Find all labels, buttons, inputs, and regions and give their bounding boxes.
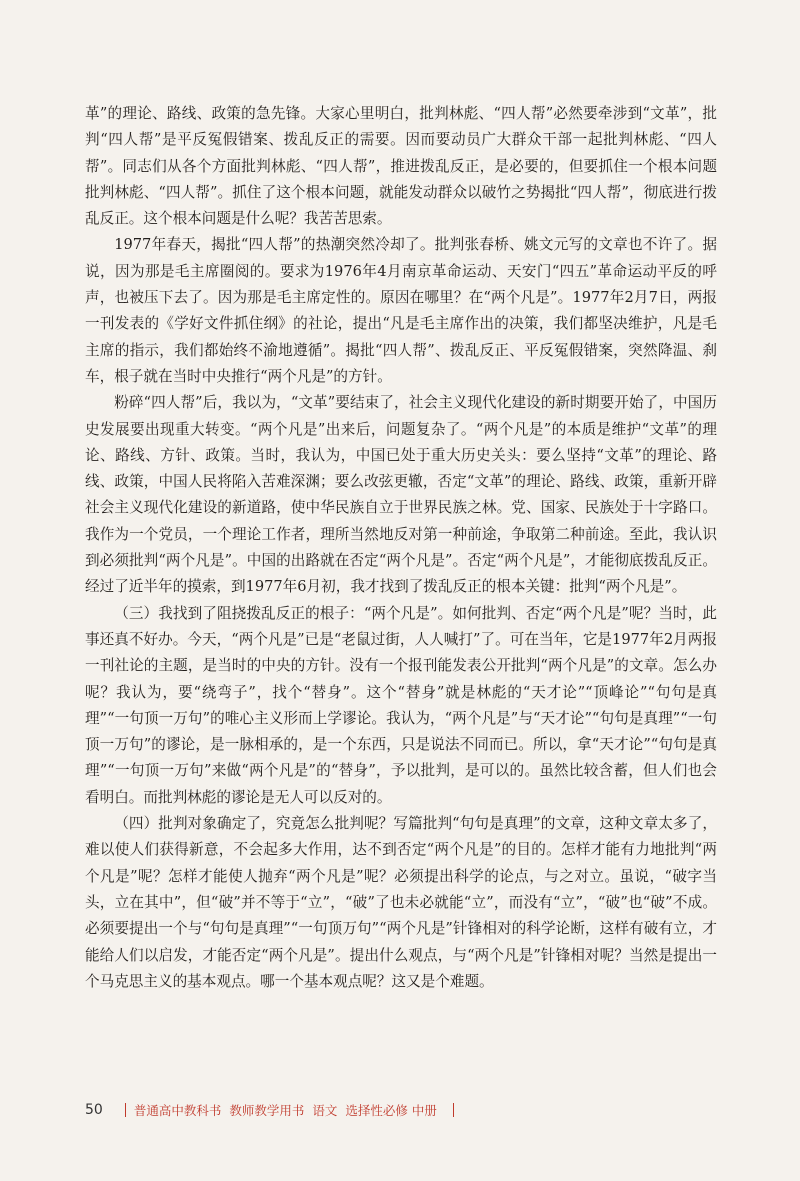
paragraph-3: 粉碎“四人帮”后，我以为，“文革”要结束了，社会主义现代化建设的新时期要开始了，中国历史发展要出现重大转变。“两个凡是”出来后，问题复杂了。“两个凡是”的本质是维护“文革”的理论、路线、方针、政策。当时，我认为，中国已处于重大历史关头：要么坚持“文革”的理论、路线、政策，中国人民将陷入苦难深渊；要么改弦更辙，否定“文革”的理论、路线、政策，重新开辟社会主义现代化建设的新道路，使中华民族自立于世界民族之林。党、国家、民族处于十字路口。我作为一个党员，一个理论工作者，理所当然地反对第一种前途，争取第二种前途。至此，我认识到必须批判“两个凡是”。中国的出路就在否定“两个凡是”。否定“两个凡是”，才能彻底拨乱反正。经过了近半年的摸索，到1977年6月初，我才找到了拨乱反正的根本关键：批判“两个凡是”。 — [85, 394, 717, 596]
subject: 语文 — [312, 1103, 338, 1118]
footer-divider — [125, 1103, 126, 1117]
book-series: 普通高中教科书 — [133, 1103, 222, 1118]
body-text — [85, 101, 717, 995]
volume: 选择性必修 中册 — [345, 1103, 437, 1118]
page-number: 50 — [85, 1102, 103, 1118]
book-type: 教师教学用书 — [229, 1103, 305, 1118]
paragraph-4: （三）我找到了阻挠拨乱反正的根子：“两个凡是”。如何批判、否定“两个凡是”呢？当时，此事还真不好办。今天，“两个凡是”已是“老鼠过街，人人喊打”了。可在当年，它是1977年2月两报一刊社论的主题，是当时的中央的方针。没有一个报刊能发表公开批判“两个凡是”的文章。怎么办呢？我认为，要“绕弯子”，找个“替身”。这个“替身”就是林彪的“天才论”“顶峰论”“句句是真理”“一句顶一万句”的唯心主义形而上学谬论。我认为，“两个凡是”与“天才论”“句句是真理”“一句顶一万句”的谬论，是一脉相承的，是一个东西，只是说法不同而已。所以，拿“天才论”“句句是真理”“一句顶一万句”来做“两个凡是”的“替身”，予以批判，是可以的。虽然比较含蓄，但人们也会看明白。而批判林彪的谬论是无人可以反对的。 — [85, 604, 717, 806]
paragraph-5: （四）批判对象确定了，究竟怎么批判呢？写篇批判“句句是真理”的文章，这种文章太多了，难以使人们获得新意，不会起多大作用，达不到否定“两个凡是”的目的。怎样才能有力地批判“两个凡是”呢？怎样才能使人抛弃“两个凡是”呢？必须提出科学的论点，与之对立。虽说，“破字当头，立在其中”，但“破”并不等于“立”，“破”了也未必就能“立”，而没有“立”，“破”也“破”不成。必须要提出一个与“句句是真理”“一句顶万句”“两个凡是”针锋相对的科学论断，这样有破有立，才能给人们以启发，才能否定“两个凡是”。提出什么观点，与“两个凡是”针锋相对呢？当然是提出一个马克思主义的基本观点。哪一个基本观点呢？这又是个难题。 — [85, 815, 717, 990]
page-footer — [85, 1100, 462, 1120]
footer-divider-end — [453, 1103, 454, 1117]
paragraph-2: 1977年春天，揭批“四人帮”的热潮突然冷却了。批判张春桥、姚文元写的文章也不许了。据说，因为那是毛主席圈阅的。要求为1976年4月南京革命运动、天安门“四五”革命运动平反的呼声，也被压下去了。因为那是毛主席定性的。原因在哪里？在“两个凡是”。1977年2月7日，两报一刊发表的《学好文件抓住纲》的社论，提出“凡是毛主席作出的决策，我们都坚决维护，凡是毛主席的指示，我们都始终不渝地遵循”。揭批“四人帮”、拨乱反正、平反冤假错案，突然降温、刹车，根子就在当时中央推行“两个凡是”的方针。 — [85, 236, 717, 385]
paragraph-1: 革”的理论、路线、政策的急先锋。大家心里明白，批判林彪、“四人帮”必然要牵涉到“文革”，批判“四人帮”是平反冤假错案、拨乱反正的需要。因而要动员广大群众干部一起批判林彪、“四人帮”。同志们从各个方面批判林彪、“四人帮”，推进拨乱反正，是必要的，但要抓住一个根本问题批判林彪、“四人帮”。抓住了这个根本问题，就能发动群众以破竹之势揭批“四人帮”，彻底进行拨乱反正。这个根本问题是什么呢？我苦苦思索。 — [85, 105, 717, 228]
